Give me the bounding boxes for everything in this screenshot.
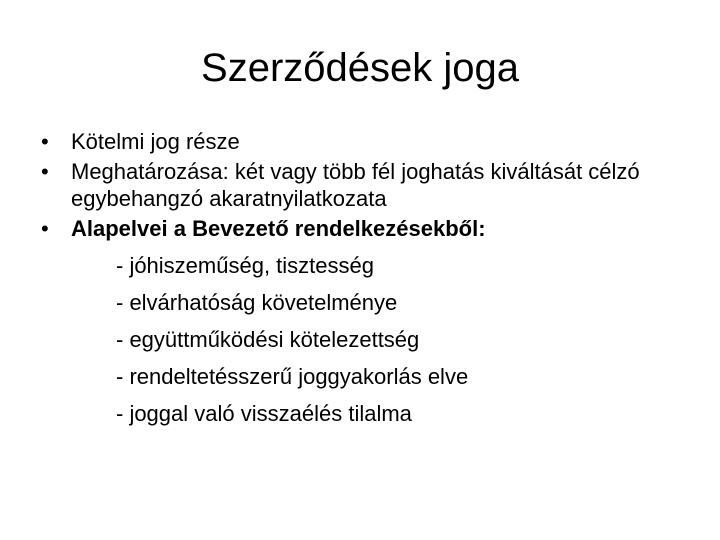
bullet-marker: • [41,129,49,154]
bullet-text: Kötelmi jog része [71,129,240,154]
bullet-item [36,128,696,155]
bullet-item [36,158,696,212]
bullet-item [36,215,696,242]
slide-body [36,128,696,427]
bullet-marker: • [41,159,49,184]
bullet-marker: • [41,216,49,241]
sub-item: - joggal való visszaélés tilalma [116,401,412,426]
slide-title: Szerződések joga [201,46,519,90]
sub-list [36,252,696,427]
sub-item: - elvárhatóság követelménye [116,290,398,315]
sub-item: - rendeltetésszerű joggyakorlás elve [116,364,469,389]
sub-item: - együttműködési kötelezettség [116,327,420,352]
bullet-text: Alapelvei a Bevezető rendelkezésekből: [71,216,486,241]
sub-item: - jóhiszeműség, tisztesség [116,253,374,278]
bullet-text: Meghatározása: két vagy több fél joghatás kiváltását célzó egybehangzó akaratnyilatkozata [71,159,640,211]
